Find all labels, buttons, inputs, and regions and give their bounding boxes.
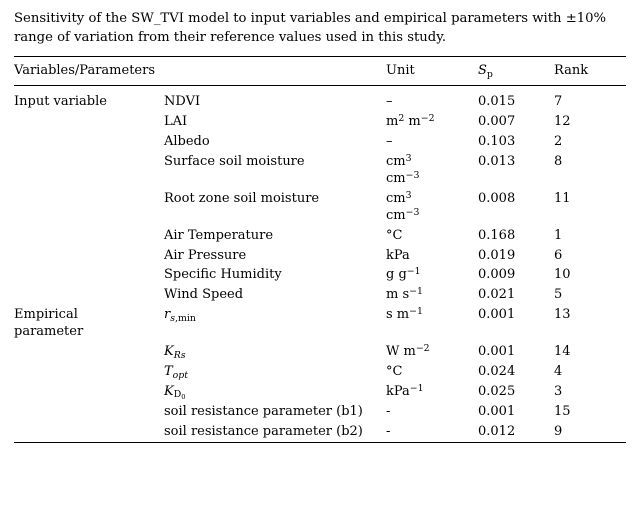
sp-symbol: S — [478, 63, 487, 79]
header-row — [14, 57, 626, 86]
variable-sp: 0.001 — [478, 344, 516, 360]
group-label-empty — [14, 266, 164, 286]
variable-name: LAI — [164, 114, 188, 130]
variable-sp: 0.024 — [478, 363, 516, 379]
column-header-sp — [478, 57, 554, 86]
group-label-empirical — [14, 306, 164, 343]
column-header-rank: Rank — [554, 57, 626, 86]
variable-rank: 11 — [554, 190, 571, 206]
variable-sp: 0.013 — [478, 154, 516, 170]
table-row — [14, 133, 626, 153]
table-row — [14, 113, 626, 133]
variable-rank: 9 — [554, 423, 563, 439]
variable-sp: 0.001 — [478, 307, 516, 323]
variable-rank: 5 — [554, 287, 563, 303]
group-label-empty — [14, 246, 164, 266]
sp-subscript: p — [486, 69, 493, 81]
variable-unit: W $m^{-2}$ — [386, 342, 430, 360]
table-row — [14, 246, 626, 266]
variable-sp: 0.168 — [478, 227, 516, 243]
column-header-unit: Unit — [386, 57, 478, 86]
variable-unit: - — [386, 423, 391, 439]
variable-name: Surface soil moisture — [164, 154, 305, 170]
variable-sp: 0.103 — [478, 134, 516, 150]
variable-sp: 0.021 — [478, 287, 516, 303]
table-caption: Sensitivity of the SW_TVI model to input variables and empirical parameters with ±10% range of variation from their reference values used in this study. — [14, 11, 607, 45]
group-label-empty — [14, 362, 164, 382]
table-row — [14, 306, 626, 343]
group-label-empty — [14, 402, 164, 422]
sensitivity-table — [14, 56, 626, 443]
table-header — [14, 57, 626, 86]
group-label-empty — [14, 226, 164, 246]
variable-unit: kPa$^{-1}$ — [386, 382, 424, 399]
variable-unit: °C — [386, 227, 403, 243]
group-label-input: Input variable — [14, 94, 107, 110]
group-label-empty — [14, 343, 164, 363]
table-row — [14, 362, 626, 382]
table-row — [14, 189, 626, 226]
variable-name: Specific Humidity — [164, 267, 282, 283]
table-row — [14, 153, 626, 190]
variable-sp: 0.007 — [478, 114, 516, 130]
variable-name: soil resistance parameter (b1) — [164, 403, 363, 419]
variable-name: Wind Speed — [164, 287, 244, 303]
variable-name: $K_{Rs}$ — [164, 344, 186, 361]
variable-rank: 8 — [554, 154, 563, 170]
variable-unit: $cm^3$ $cm^{-3}$ — [386, 189, 420, 223]
variable-unit: – — [386, 94, 393, 110]
variable-name: Air Temperature — [164, 227, 274, 243]
variable-unit: g $g^{-1}$ — [386, 266, 421, 283]
variable-name: $T_{opt}$ — [164, 363, 189, 381]
variable-name: $r_{s,min}$ — [164, 307, 196, 324]
variable-unit: °C — [386, 363, 403, 379]
table-body — [14, 86, 626, 443]
group-label-empty — [14, 422, 164, 442]
table-bottom-rule-row — [14, 443, 626, 444]
table-row — [14, 266, 626, 286]
group-label-empty — [14, 133, 164, 153]
variable-rank: 2 — [554, 134, 563, 150]
table-row — [14, 226, 626, 246]
variable-sp: 0.012 — [478, 423, 516, 439]
variable-name: NDVI — [164, 94, 201, 110]
group-label-line2: parameter — [14, 324, 84, 340]
variable-name: Air Pressure — [164, 247, 247, 263]
variable-name: Root zone soil moisture — [164, 190, 320, 206]
variable-rank: 4 — [554, 363, 563, 379]
variable-sp: 0.001 — [478, 403, 516, 419]
variable-rank: 7 — [554, 94, 563, 110]
variable-unit: kPa — [386, 247, 410, 263]
column-header-variables: Variables/Parameters — [14, 57, 386, 86]
variable-rank: 10 — [554, 267, 571, 283]
variable-rank: 15 — [554, 403, 571, 419]
table-row — [14, 382, 626, 402]
variable-unit: s $m^{-1}$ — [386, 306, 423, 323]
variable-name: $K_{D_0}$ — [164, 383, 186, 402]
group-label-empty — [14, 382, 164, 402]
variable-rank: 14 — [554, 344, 571, 360]
variable-sp: 0.025 — [478, 383, 516, 399]
table-row — [14, 422, 626, 442]
variable-rank: 12 — [554, 114, 571, 130]
variable-sp: 0.019 — [478, 247, 516, 263]
variable-rank: 13 — [554, 307, 571, 323]
group-label-empty — [14, 286, 164, 306]
variable-rank: 6 — [554, 247, 563, 263]
variable-name: soil resistance parameter (b2) — [164, 423, 363, 439]
variable-unit: $m^2$ $m^{-2}$ — [386, 113, 435, 130]
variable-sp: 0.015 — [478, 94, 516, 110]
table-row — [14, 86, 626, 113]
table-row — [14, 402, 626, 422]
variable-unit: $cm^3$ $cm^{-3}$ — [386, 152, 420, 187]
variable-unit: – — [386, 134, 393, 150]
group-label-line1: Empirical — [14, 307, 78, 323]
variable-rank: 3 — [554, 383, 563, 399]
variable-unit: - — [386, 403, 391, 419]
variable-rank: 1 — [554, 227, 563, 243]
group-label-empty — [14, 153, 164, 190]
group-label-empty — [14, 113, 164, 133]
group-label-empty — [14, 189, 164, 226]
variable-sp: 0.008 — [478, 190, 516, 206]
table-row — [14, 286, 626, 306]
bottom-rule — [14, 443, 626, 444]
variable-sp: 0.009 — [478, 267, 516, 283]
variable-unit: m $s^{-1}$ — [386, 286, 423, 303]
variable-name: Albedo — [164, 134, 210, 150]
table-row — [14, 343, 626, 363]
